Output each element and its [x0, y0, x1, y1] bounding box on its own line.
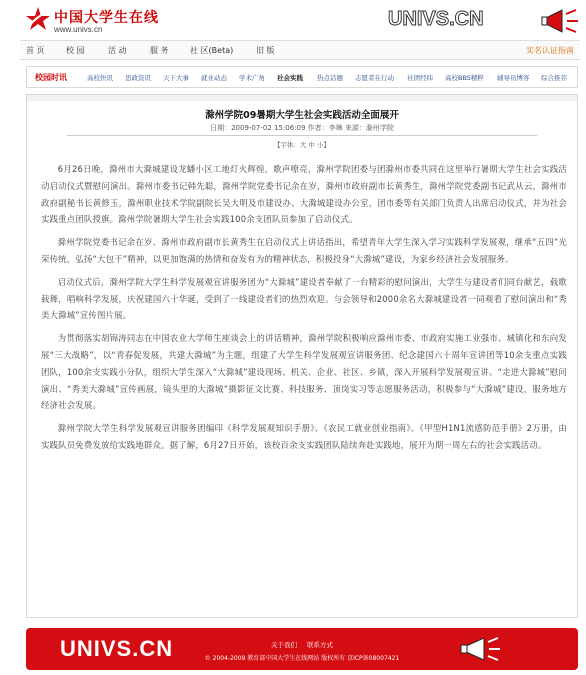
- article-paragraph: 滁州学院大学生科学发展观宣讲服务团编印《科学发展观知识手册》、《农民工就业创业指南》、《甲型H1N1流感防范手册》2万册，由实践队员免费发放给实践地群众。据了解，6月27日开始，该校百余支实践团队陆续奔赴实践地，展开为期一周左右的社会实践活动。: [41, 423, 567, 450]
- brand-text: UNIVS.CN: [388, 8, 484, 30]
- subnav-item[interactable]: 思政资讯: [125, 74, 151, 82]
- article-panel: [26, 94, 578, 618]
- univs-brand-banner: [388, 8, 518, 34]
- subnav-item-social-practice[interactable]: 社会实践: [277, 74, 303, 82]
- main-nav: [20, 40, 580, 60]
- subnav-item[interactable]: 综合推荐: [541, 74, 567, 82]
- subnav-item[interactable]: 天下大事: [163, 74, 189, 82]
- footer-copyright: © 2004-2009 教育部中国大学生在线网站 版权所有 京ICP备08007421: [204, 655, 400, 662]
- divider: [67, 135, 537, 136]
- logo-chinese: 中国大学生在线: [54, 10, 159, 26]
- subnav-item[interactable]: 就业动态: [201, 74, 227, 82]
- site-footer: [26, 628, 578, 670]
- article-paragraph: 为贯彻落实胡锦涛同志在中国农业大学师生座谈会上的讲话精神，滁州学院积极响应滁州市委、市政府实施工业强市、城镇化和东向发展“三大战略”，以“青春促发展，共建大滁城”为主题，组建了大学生科学发展观宣讲服务团、纪念建国六十周年宣讲团等10余支重点实践团队，100余支实践小分队，组织大学生深入“大滁城”建设现场、机关、企业、社区、乡镇，深入开展科学发展观宣讲、“走进大滁城”慰问演出、“秀美大滁城”宣传画展，镜头里的大滁城”摄影征文比赛、科技服务、顶岗实习等志愿服务活动，积极参与“大滁城”建设，服务地方经济社会发展。: [41, 333, 567, 411]
- article-paragraph: 6月26日晚，滁州市大滁城建设龙蟠小区工地灯火辉煌，歌声嘹亮，滁州学院团委与团滁州市委共同在这里举行暑期大学生社会实践活动启动仪式暨慰问演出。滁州市委书记韩先聪，滁州学院党委书记余在岁，滁州市政府副市长黄秀生，滁州学院党委副书记武从云，滁州市政府副秘书长黄修玉，滁州职业技术学院副院长吴大明及市建设办、大滁城建设办公室，团市委等有关部门负责人出席启动仪式，并为社会实践重点团队授旗。滁州学院暑期大学生社会实践100余支团队员参加了启动仪式。: [41, 164, 567, 225]
- subnav-item[interactable]: 高校BBS精粹: [445, 74, 484, 82]
- footer-brand: UNIVS.CN: [60, 636, 174, 661]
- article-body: [41, 161, 567, 460]
- article-paragraph: 启动仪式后，滁州学院大学生科学发展观宣讲服务团为“大滁城”建设者奉献了一台精彩的慰问演出，大学生与建设者们同台献艺，载歌载舞，唱响科学发展，庆祝建国六十华诞，受到了一线建设者们的热烈欢迎。与会领导和2000余名大滁城建设者一同观看了慰问演出和“秀美大滁城”宣传图片展。: [41, 276, 567, 321]
- nav-activities[interactable]: 活 动: [108, 46, 127, 55]
- font-size-switcher[interactable]: 【字体：大 中 小】: [273, 141, 331, 149]
- nav-old-version[interactable]: 旧 版: [256, 46, 275, 55]
- subnav-item[interactable]: 学术广角: [239, 74, 265, 82]
- about-us-link[interactable]: 关于我们: [270, 641, 297, 649]
- nav-home[interactable]: 首 页: [26, 46, 45, 55]
- sub-nav: [26, 66, 578, 88]
- megaphone-icon: [540, 4, 580, 38]
- logo-url: www.univs.cn: [54, 25, 103, 34]
- nav-community[interactable]: 社 区(Beta): [190, 46, 234, 55]
- subnav-item[interactable]: 辅导员博客: [497, 74, 530, 82]
- article-meta: 日期：2009-07-02 15:06:09 作者：李琳 来源：滁州学院: [210, 124, 394, 132]
- subnav-item[interactable]: 志愿者在行动: [355, 74, 394, 82]
- article-paragraph: 滁州学院党委书记余在岁、滁州市政府副市长黄秀生在启动仪式上讲话指出，希望青年大学生深入学习实践科学发展观，继承“五四”光荣传统，弘扬“大包干”精神，以更加饱满的热情和奋发有为的精神状态，积极投身“大滁城”建设，为家乡经济社会发展服务。: [41, 237, 567, 264]
- site-header: [20, 0, 580, 40]
- nav-campus[interactable]: 校 园: [66, 46, 85, 55]
- contact-link[interactable]: 联系方式: [307, 641, 334, 649]
- subnav-current-section[interactable]: 校园时讯: [35, 73, 67, 82]
- site-logo[interactable]: [24, 3, 204, 37]
- realname-guide-link[interactable]: 实名认证指南: [526, 46, 574, 55]
- subnav-item[interactable]: 社团经纬: [407, 74, 433, 82]
- megaphone-icon: [458, 630, 502, 668]
- nav-services[interactable]: 服 务: [150, 46, 169, 55]
- star-logo-icon: [24, 5, 52, 33]
- subnav-item[interactable]: 高校快讯: [87, 74, 113, 82]
- article-title: 滁州学院09暑期大学生社会实践活动全面展开: [205, 110, 399, 121]
- subnav-item[interactable]: 热点话题: [317, 74, 343, 82]
